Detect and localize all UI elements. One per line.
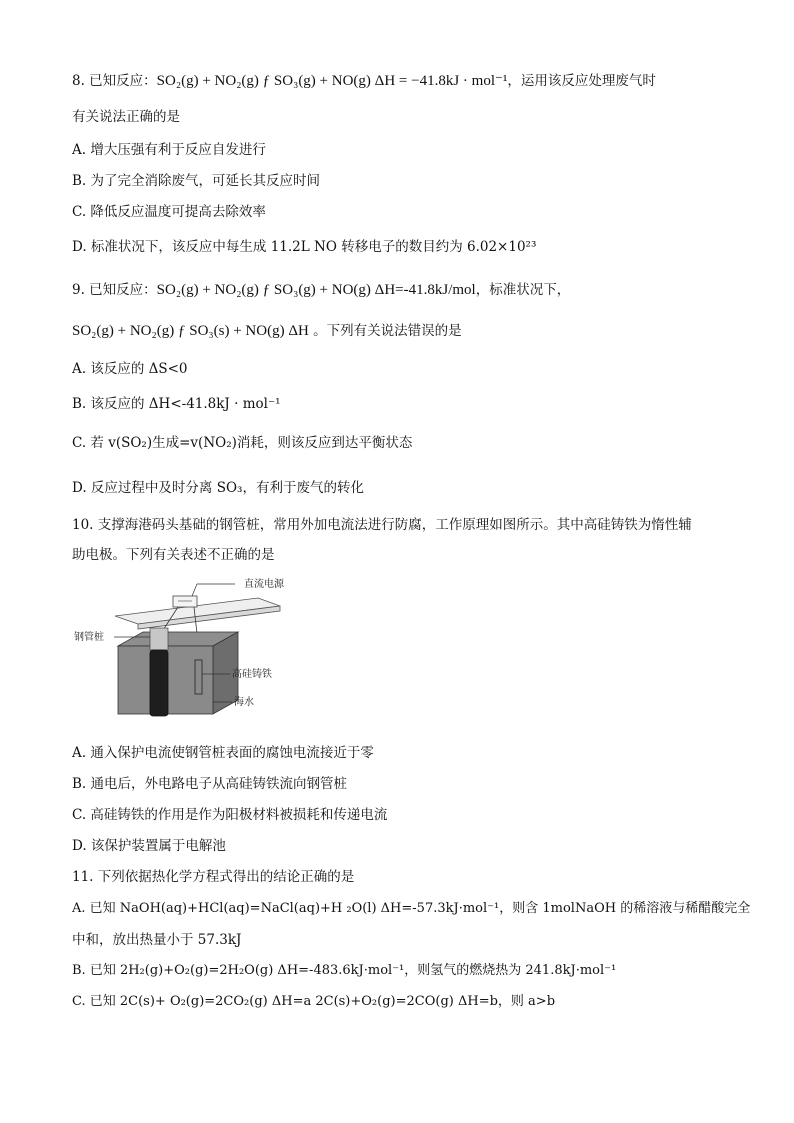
q10-option-a: A. 通入保护电流使钢管桩表面的腐蚀电流接近于零 [72, 745, 374, 761]
steel-pile-label: 钢管桩 [74, 632, 104, 643]
iron-label: 高硅铸铁 [232, 669, 272, 680]
q8-stem-prefix: 8. 已知反应： [72, 73, 157, 89]
q9-stem-suffix: 。下列有关说法错误的是 [308, 323, 462, 339]
q10-stem-line2: 助电极。下列有关表述不正确的是 [72, 547, 275, 563]
q9-option-b: B. 该反应的 ΔH<-41.8kJ · mol⁻¹ [72, 396, 281, 412]
power-label-leader-2 [192, 584, 197, 596]
q8-option-a: A. 增大压强有利于反应自发进行 [72, 142, 266, 158]
q9-option-d: D. 反应过程中及时分离 SO₃，有利于废气的转化 [72, 480, 364, 496]
q9-stem-mid: ，标准状况下， [475, 282, 571, 298]
q8-stem-line2: 有关说法正确的是 [72, 109, 180, 125]
q11-stem: 11. 下列依据热化学方程式得出的结论正确的是 [72, 869, 355, 885]
q8-equation: SO₂(g) + NO₂(g) ƒ SO₃(g) + NO(g) ΔH = −41.8kJ · mol⁻¹ [156, 73, 508, 89]
q8-option-b: B. 为了完全消除废气，可延长其反应时间 [72, 173, 321, 189]
q10-option-d: D. 该保护装置属于电解池 [72, 838, 226, 854]
q9-equation1: SO₂(g) + NO₂(g) ƒ SO₃(g) + NO(g) ΔH=-41.8kJ/mol [156, 282, 476, 298]
q8-option-d: D. 标准状况下，该反应中每生成 11.2L NO 转移电子的数目约为 6.02×10²³ [72, 239, 537, 255]
q11-option-a-line1: A. 已知 NaOH(aq)+HCl(aq)=NaCl(aq)+H ₂O(l) ΔH=-57.3kJ·mol⁻¹，则含 1molNaOH 的稀溶液与稀醋酸完全 [72, 901, 751, 916]
steel-pile [150, 650, 168, 716]
q8-stem-suffix: ，运用该反应处理废气时 [507, 73, 656, 89]
q10-stem-line1: 10. 支撑海港码头基础的钢管桩，常用外加电流法进行防腐，工作原理如图所示。其中高硅铸铁为惰性辅 [72, 517, 692, 533]
q11-option-b: B. 已知 2H₂(g)+O₂(g)=2H₂O(g) ΔH=-483.6kJ·mol⁻¹，则氢气的燃烧热为 241.8kJ·mol⁻¹ [72, 963, 617, 978]
q9-stem-line1 [72, 281, 570, 299]
q9-stem-prefix: 9. 已知反应： [72, 282, 157, 298]
q10-option-c: C. 高硅铸铁的作用是作为阳极材料被损耗和传递电流 [72, 807, 388, 823]
cathodic-protection-diagram [70, 578, 370, 738]
q9-option-a: A. 该反应的 ΔS<0 [72, 361, 188, 377]
q8-stem-line1 [72, 72, 656, 90]
q9-equation2: SO₂(g) + NO₂(g) ƒ SO₃(s) + NO(g) ΔH [72, 323, 309, 339]
seawater-label: 海水 [234, 697, 254, 708]
q10-option-b: B. 通电后，外电路电子从高硅铸铁流向钢管桩 [72, 776, 348, 792]
steel-pile-top [150, 628, 168, 650]
q8-option-c: C. 降低反应温度可提高去除效率 [72, 204, 266, 220]
q11-option-c: C. 已知 2C(s)+ O₂(g)=2CO₂(g) ΔH=a 2C(s)+O₂(g)=2CO(g) ΔH=b，则 a>b [72, 994, 556, 1009]
dc-power-box [173, 596, 197, 607]
q9-option-c: C. 若 v(SO₂)生成=v(NO₂)消耗，则该反应到达平衡状态 [72, 435, 413, 451]
power-label: 直流电源 [244, 579, 284, 590]
high-silicon-iron [195, 660, 202, 694]
q9-stem-line2 [72, 322, 462, 340]
q11-option-a-line2: 中和，放出热量小于 57.3kJ [72, 932, 242, 948]
